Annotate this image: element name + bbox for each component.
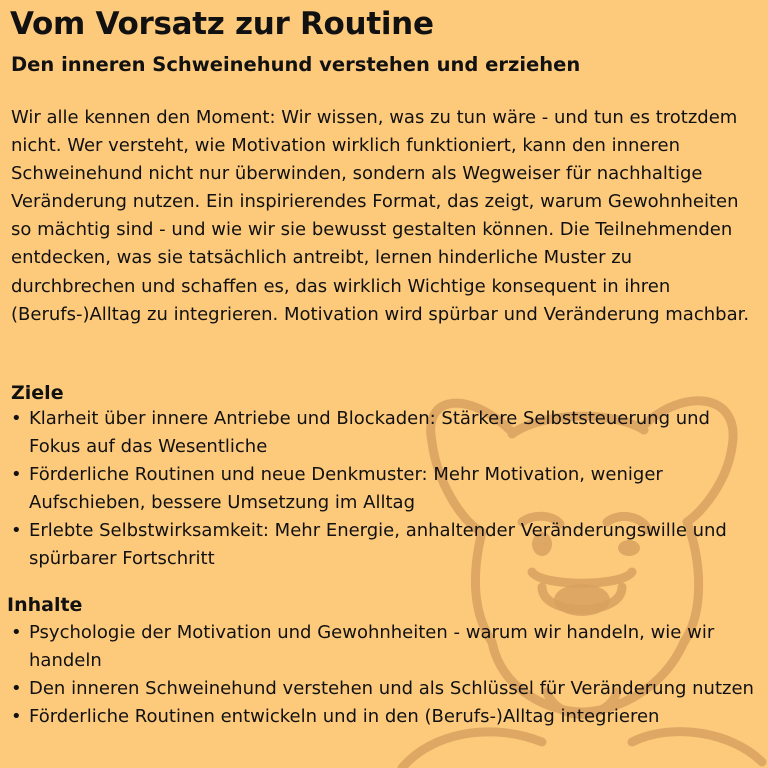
bullet-icon: • xyxy=(11,408,22,429)
list-item-text: Erlebte Selbstwirksamkeit: Mehr Energie, anhaltender Veränderungswille und spürbarer Fortschritt xyxy=(29,520,727,569)
list-item-text: Förderliche Routinen und neue Denkmuster: Mehr Motivation, weniger Aufschieben, bessere Umsetzung im Alltag xyxy=(29,464,663,513)
bullet-icon: • xyxy=(11,706,22,727)
bullet-icon: • xyxy=(11,622,22,643)
list-item xyxy=(8,703,760,731)
ziele-heading: Ziele xyxy=(11,382,64,404)
list-item-text: Förderliche Routinen entwickeln und in den (Berufs-)Alltag integrieren xyxy=(29,706,660,727)
bullet-icon: • xyxy=(11,678,22,699)
list-item-text: Den inneren Schweinehund verstehen und als Schlüssel für Veränderung nutzen xyxy=(29,678,754,699)
bullet-icon: • xyxy=(11,464,22,485)
list-item xyxy=(8,675,760,703)
list-item-text: Psychologie der Motivation und Gewohnheiten - warum wir handeln, wie wir handeln xyxy=(29,622,715,671)
list-item xyxy=(8,619,760,675)
list-item xyxy=(8,517,760,573)
list-item-text: Klarheit über innere Antriebe und Blockaden: Stärkere Selbststeuerung und Fokus auf das Wesentliche xyxy=(29,408,710,457)
ziele-list xyxy=(8,405,760,573)
intro-paragraph: Wir alle kennen den Moment: Wir wissen, was zu tun wäre - und tun es trotzdem nicht. Wer versteht, wie Motivation wirklich funktioniert, kann den inneren Schweinehund nicht nur überwinden, sondern als Wegweiser für nachhaltige Veränderung nutzen. Ein inspirierendes Format, das zeigt, warum Gewohnheiten so mächtig sind - und wie wir sie bewusst gestalten können. Die Teilnehmenden entdecken, was sie tatsächlich antreibt, lernen hinderliche Muster zu durchbrechen und schaffen es, das wirklich Wichtige konsequent in ihren (Berufs-)Alltag zu integrieren. Motivation wird spürbar und Veränderung machbar. xyxy=(11,107,750,325)
inhalte-list xyxy=(8,619,760,731)
inhalte-heading: Inhalte xyxy=(7,594,83,616)
list-item xyxy=(8,461,760,517)
page-title: Vom Vorsatz zur Routine xyxy=(10,6,434,42)
page-subtitle: Den inneren Schweinehund verstehen und erziehen xyxy=(11,53,581,76)
list-item xyxy=(8,405,760,461)
bullet-icon: • xyxy=(11,520,22,541)
